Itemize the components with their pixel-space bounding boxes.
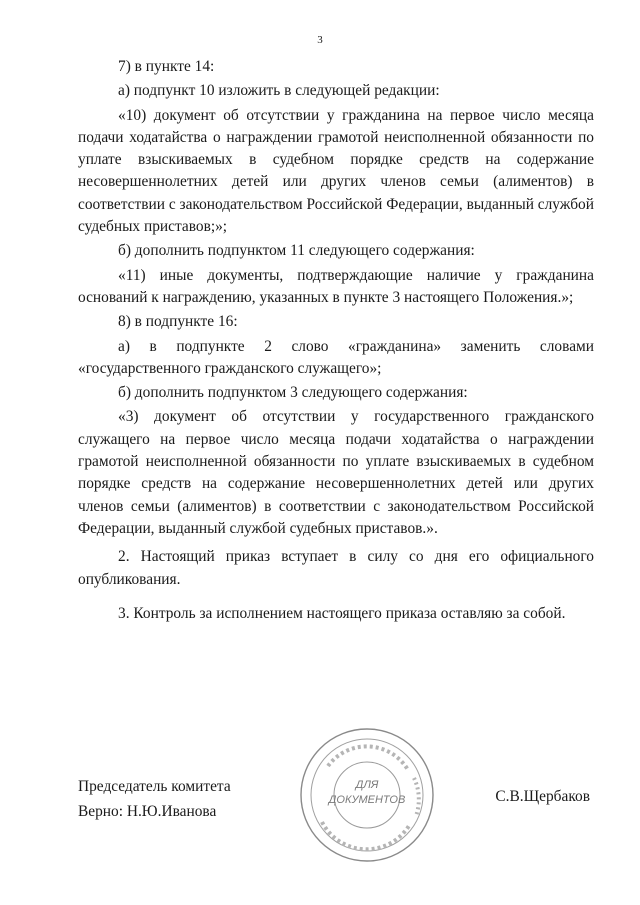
paragraph-subitem-b: б) дополнить подпунктом 11 следующего содержания: bbox=[118, 242, 475, 260]
stamp-text-line1: ДЛЯ bbox=[355, 779, 379, 791]
stamp-text-line2: ДОКУМЕНТОВ bbox=[328, 794, 406, 806]
paragraph-point-3: 3. Контроль за исполнением настоящего приказа оставляю за собой. bbox=[118, 604, 566, 622]
paragraph-subitem-b-add: б) дополнить подпунктом 3 следующего содержания: bbox=[118, 384, 468, 402]
paragraph-subpoint-3-text: «3) документ об отсутствии у государственного гражданского служащего на первое число месяца подачи ходатайства о награждении грамотой неисполненной обязанности по уплате взыскиваемых в судебном порядке средств на содержание несовершеннолетних детей или других членов семьи (алиментов) в соответствии с законодательством Российской Федерации, выданный службой судебных приставов.». bbox=[78, 408, 594, 537]
paragraph-subitem-a-replace: а) в подпункте 2 слово «гражданина» заменить словами «государственного гражданского служащего»; bbox=[78, 337, 594, 377]
paragraph-item-7: 7) в пункте 14: bbox=[118, 58, 215, 75]
paragraph-subpoint-10-text: «10) документ об отсутствии у гражданина на первое число месяца подачи ходатайства о награждении грамотой неисполненной обязанности по уплате взыскиваемых в судебном порядке средств на содержание несовершеннолетних детей или других членов семьи (алиментов) в соответствии с законодательством Российской Федерации, выданный службой судебных приставов;»; bbox=[78, 106, 594, 236]
signer-name: С.В.Щербаков bbox=[495, 788, 590, 805]
verified-by: Верно: Н.Ю.Иванова bbox=[78, 803, 217, 820]
paragraph-subitem-a: а) подпункт 10 изложить в следующей редакции: bbox=[118, 82, 440, 100]
chair-title: Председатель комитета bbox=[78, 778, 231, 795]
paragraph-subpoint-11-text: «11) иные документы, подтверждающие наличие у гражданина оснований к награждению, указанных в пункте 3 настоящего Положения.»; bbox=[78, 266, 594, 306]
document-body bbox=[78, 56, 594, 625]
signature-block bbox=[78, 776, 594, 836]
page-number: 3 bbox=[317, 34, 323, 46]
paragraph-item-8: 8) в подпункте 16: bbox=[118, 313, 238, 331]
paragraph-point-2: 2. Настоящий приказ вступает в силу со дня его официального опубликования. bbox=[78, 548, 594, 588]
